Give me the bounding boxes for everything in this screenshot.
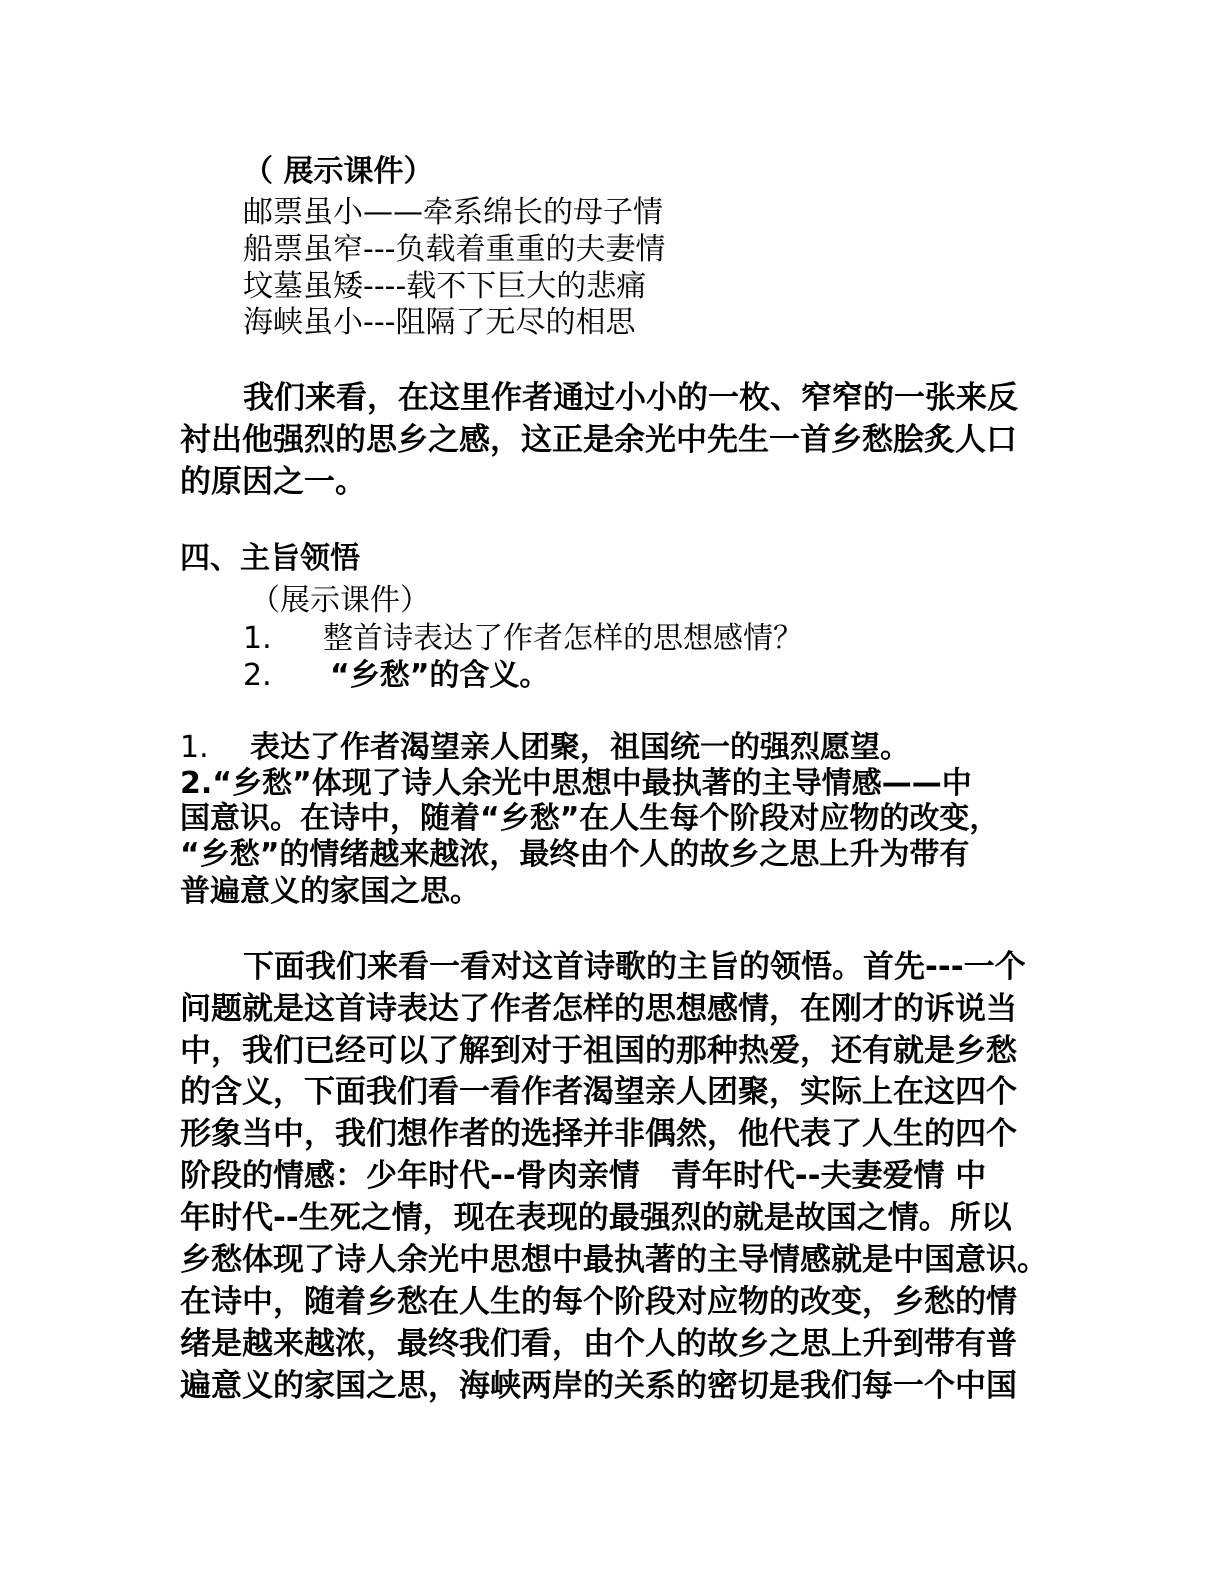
question-text: 整首诗表达了作者怎样的思想感情？: [323, 621, 803, 656]
section-heading: 四、主旨领悟: [180, 541, 360, 576]
answer-text: 表达了作者渴望亲人团聚，祖国统一的强烈愿望。: [250, 730, 910, 765]
courseware-line: 邮票虽小——牵系绵长的母子情: [243, 195, 663, 230]
section-courseware-label: （展示课件）: [250, 583, 430, 618]
paragraph-line: 我们来看，在这里作者通过小小的一枚、窄窄的一张来反: [243, 380, 1018, 416]
paragraph-line: 遍意义的家国之思，海峡两岸的关系的密切是我们每一个中国: [180, 1368, 1017, 1404]
paragraph-line: 年时代--生死之情，现在表现的最强烈的就是故国之情。所以: [180, 1200, 1012, 1236]
paragraph-line: 绪是越来越浓，最终我们看，由个人的故乡之思上升到带有普: [180, 1326, 1017, 1362]
answer-line: 2.“乡愁”体现了诗人余光中思想中最执著的主导情感——中: [180, 766, 972, 801]
paragraph-line: 衬出他强烈的思乡之感，这正是余光中先生一首乡愁脍炙人口: [180, 422, 1017, 458]
answer-line: “乡愁”的情绪越来越浓，最终由个人的故乡之思上升为带有: [180, 837, 970, 872]
paragraph-line: 形象当中，我们想作者的选择并非偶然，他代表了人生的四个: [180, 1116, 1017, 1152]
courseware-label: （ 展示课件）: [243, 154, 434, 189]
paragraph-line: 乡愁体现了诗人余光中思想中最执著的主导情感就是中国意识。: [180, 1242, 1048, 1278]
paragraph-line: 问题就是这首诗表达了作者怎样的思想感情，在刚才的诉说当: [180, 991, 1017, 1027]
paragraph-line: 阶段的情感：少年时代--骨肉亲情 青年时代--夫妻爱情 中: [180, 1158, 987, 1194]
question-number: 1.: [243, 621, 272, 656]
question-item: [243, 650, 549, 694]
courseware-line: 坟墓虽矮----载不下巨大的悲痛: [243, 269, 647, 304]
paragraph-line: 的原因之一。: [180, 464, 366, 500]
question-number: 2.: [243, 658, 272, 693]
paragraph-line: 下面我们来看一看对这首诗歌的主旨的领悟。首先---一个: [243, 949, 1026, 985]
courseware-line: 船票虽窄---负载着重重的夫妻情: [243, 232, 666, 267]
question-text: “乡愁”的含义。: [330, 658, 550, 693]
paragraph-line: 在诗中，随着乡愁在人生的每个阶段对应物的改变，乡愁的情: [180, 1284, 1017, 1320]
paragraph-line: 中，我们已经可以了解到对于祖国的那种热爱，还有就是乡愁: [180, 1033, 1017, 1069]
answer-line: 国意识。在诗中，随着“乡愁”在人生每个阶段对应物的改变，: [180, 801, 1000, 836]
paragraph-line: 的含义，下面我们看一看作者渴望亲人团聚，实际上在这四个: [180, 1074, 1017, 1110]
answer-line: 普遍意义的家国之思。: [180, 874, 480, 909]
answer-number: 1.: [180, 730, 209, 765]
courseware-line: 海峡虽小---阻隔了无尽的相思: [243, 305, 636, 340]
